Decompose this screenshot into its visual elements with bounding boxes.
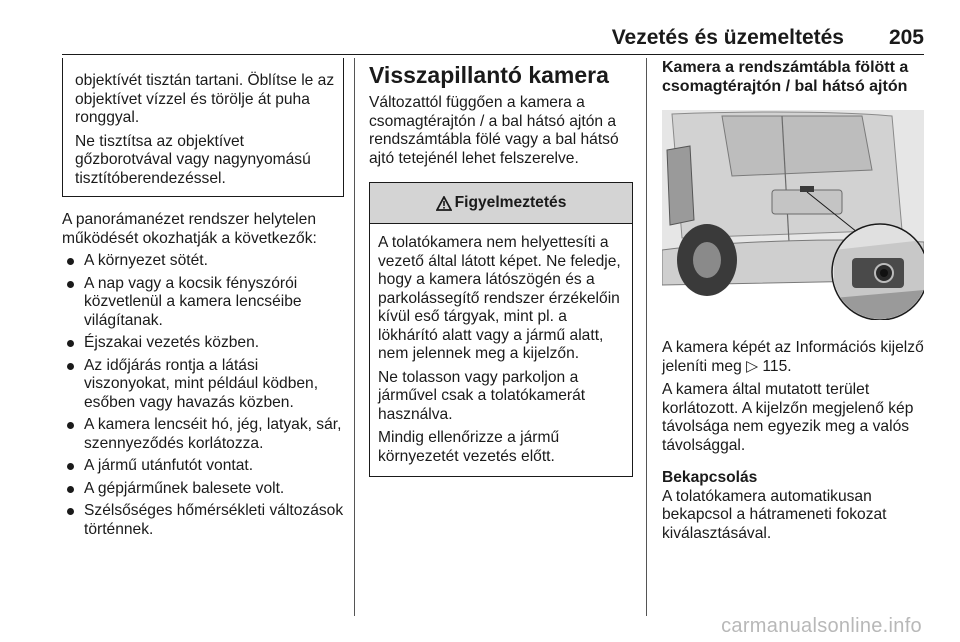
paragraph: A tolatókamera automatikusan bekapcsol a hátrameneti fokozat kiválasztásával. xyxy=(662,487,887,542)
column-divider xyxy=(646,58,647,616)
rear-camera-illustration xyxy=(662,110,924,320)
list-item: A jármű utánfutót vontat. xyxy=(62,457,344,476)
bullet-icon xyxy=(67,486,74,493)
list-item: Éjszakai vezetés közben. xyxy=(62,334,344,353)
list-item: A kamera lencséit hó, jég, latyak, sár, szennyeződés korlátozza. xyxy=(62,416,344,453)
bullet-icon xyxy=(67,340,74,347)
warning-body xyxy=(370,224,632,476)
bullet-icon xyxy=(67,281,74,288)
paragraph: A kamera által mutatott terület korlátozott. A kijelzőn megjelenő kép távolsága nem egyezik meg a valós távolsággal. xyxy=(662,381,914,454)
list-item: Az időjárás rontja a látási viszonyokat, mint például ködben, esőben vagy havazás közben. xyxy=(62,357,344,413)
box-paragraph: Ne tisztítsa az objektívet gőzborotvával vagy nagynyomású tisztítóberendezéssel. xyxy=(75,132,311,187)
subheading: Bekapcsolás xyxy=(662,469,758,486)
paragraph: A kamera képét az Információs kijelző jeleníti meg ▷ 115. xyxy=(662,339,924,375)
bullet-icon xyxy=(67,363,74,370)
bullet-icon xyxy=(67,422,74,429)
column-left xyxy=(62,58,344,539)
page-ref-link[interactable]: 115. xyxy=(762,357,792,375)
warning-triangle-icon xyxy=(436,196,452,211)
bullet-icon xyxy=(67,508,74,515)
intro-paragraph: Változattól függően a kamera a csomagtérajtón / a bal hátsó ajtón a rendszámtábla fölé vagy a bal hátsó ajtó tetejénél lehet felszerelve. xyxy=(369,94,619,167)
section-heading: Visszapillantó kamera xyxy=(369,62,609,88)
section-heading: Kamera a rendszámtábla fölött a csomagtérajtón / bal hátsó ajtón xyxy=(662,59,909,95)
bullet-icon xyxy=(67,258,74,265)
list-item: Szélsőséges hőmérsékleti változások történnek. xyxy=(62,502,344,539)
bullet-list xyxy=(62,252,344,539)
column-right xyxy=(662,58,924,543)
column-divider xyxy=(354,58,355,616)
intro-paragraph: A panorámanézet rendszer helytelen működését okozhatják a következők: xyxy=(62,211,317,247)
column-middle xyxy=(369,58,633,477)
warning-header xyxy=(370,183,632,224)
warning-box xyxy=(369,182,633,477)
list-item: A környezet sötét. xyxy=(62,252,344,271)
page-number: 205 xyxy=(888,26,924,49)
warning-paragraph: Ne tolasson vagy parkoljon a járművel csak a tolatókamerát használva. xyxy=(378,368,586,423)
box-paragraph: objektívét tisztán tartani. Öblítse le az objektívet vízzel és törölje át puha ronggyal. xyxy=(75,72,335,126)
continued-box xyxy=(62,58,344,197)
watermark: carmanualsonline.info xyxy=(721,615,922,637)
warning-paragraph: Mindig ellenőrizze a jármű környezetét vezetés előtt. xyxy=(378,429,560,465)
warning-title: Figyelmeztetés xyxy=(454,194,567,211)
list-item: A gépjárműnek balesete volt. xyxy=(62,480,344,499)
chapter-title: Vezetés és üzemeltetés xyxy=(611,26,844,49)
page-header xyxy=(62,24,924,55)
list-item: A nap vagy a kocsik fényszórói közvetlenül a kamera lencséibe világítanak. xyxy=(62,275,344,331)
warning-paragraph: A tolatókamera nem helyettesíti a vezető által látott képet. Ne feledje, hogy a kamera látószögén és a parkolássegítő rendszer érzékelőin kívül eső tárgyak, mint pl. a lökhárító alatt vagy a jármű alatt, nem jelennek meg a kijelzőn. xyxy=(378,234,621,362)
bullet-icon xyxy=(67,463,74,470)
page-ref-icon: ▷ xyxy=(746,357,759,375)
